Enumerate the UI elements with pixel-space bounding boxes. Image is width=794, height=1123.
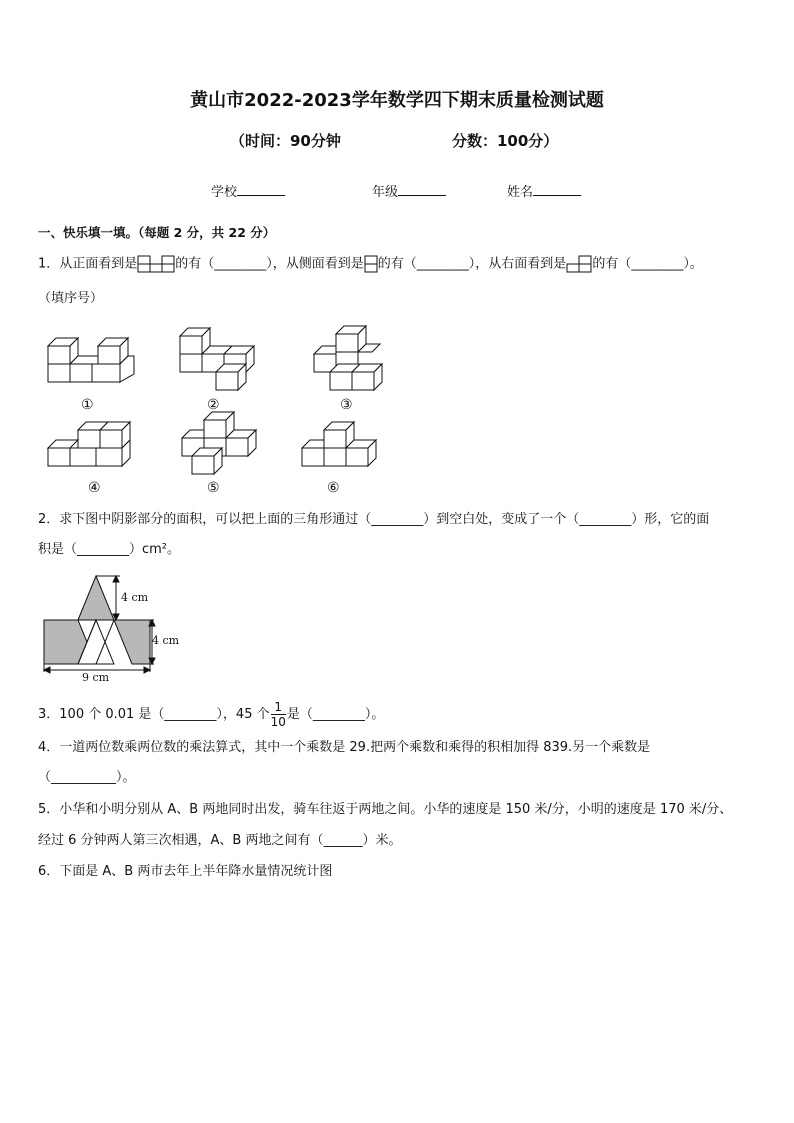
question-6-line-1: 6．下面是 A、B 两市去年上半年降水量情况统计图 <box>38 864 333 879</box>
school-label: 学校 <box>211 185 238 200</box>
grade-field[interactable] <box>372 181 446 200</box>
fraction-numerator: 1 <box>271 700 286 715</box>
q3-text-a: 3．100 个 0.01 是（________），45 个 <box>38 707 270 722</box>
figure-label-4: ④ <box>88 480 101 496</box>
school-field[interactable] <box>211 181 285 200</box>
cube-figure-3 <box>314 326 382 390</box>
grade-blank[interactable] <box>398 183 446 196</box>
school-blank[interactable] <box>237 183 285 196</box>
cube-figure-4 <box>48 422 130 466</box>
page-title: 黄山市2022-2023学年数学四下期末质量检测试题 <box>190 90 604 111</box>
figure-label-6: ⑥ <box>327 480 340 496</box>
right-view-icon <box>566 255 592 273</box>
question-5-line-2: 经过 6 分钟两人第三次相遇，A、B 两地之间有（______）米。 <box>38 833 402 848</box>
question-2-line-2: 积是（________）cm²。 <box>38 542 181 557</box>
fraction-one-tenth <box>271 700 286 729</box>
front-view-icon <box>137 255 175 273</box>
question-4-line-2: （__________）。 <box>38 770 136 785</box>
cube-figure-5 <box>182 412 256 474</box>
question-1 <box>38 255 703 274</box>
figure-label-2: ② <box>207 397 220 413</box>
figure-label-3: ③ <box>340 397 353 413</box>
side-view-icon <box>364 255 378 273</box>
question-2-line-1: 2．求下图中阴影部分的面积，可以把上面的三角形通过（________）到空白处，变成了一个（________）形，它的面 <box>38 512 710 527</box>
cube-figure-2 <box>180 328 254 390</box>
name-field[interactable] <box>507 181 581 200</box>
q1-text-c: 的有（________），从右面看到是 <box>377 256 567 272</box>
question-4-line-1: 4．一道两位数乘两位数的乘法算式，其中一个乘数是 29.把两个乘数和乘得的积相加得 839.另一个乘数是 <box>38 740 651 755</box>
shaded-area-figure <box>40 570 200 682</box>
grade-label: 年级 <box>372 185 399 200</box>
q1-note: （填序号） <box>38 291 104 306</box>
cube-figure-1 <box>48 338 134 382</box>
question-5-line-1: 5．小华和小明分别从 A、B 两地同时出发，骑车往返于两地之间。小华的速度是 150 米/分，小明的速度是 170 米/分、 <box>38 802 733 817</box>
q1-text-b: 的有（________），从侧面看到是 <box>175 256 364 272</box>
dim-bottom-label: 9 cm <box>82 671 110 684</box>
exam-time: （时间：90分钟 <box>230 132 341 150</box>
figure-label-5: ⑤ <box>207 480 220 496</box>
top-triangle <box>78 576 114 620</box>
dim-top-label: 4 cm <box>121 591 149 604</box>
exam-score: 分数：100分） <box>452 132 559 150</box>
q1-text-d: 的有（________）。 <box>592 256 703 272</box>
cube-figure-6 <box>302 422 376 466</box>
dim-side-label: 4 cm <box>152 634 180 647</box>
question-3 <box>38 700 384 729</box>
figure-label-1: ① <box>81 397 94 413</box>
name-label: 姓名 <box>507 185 534 200</box>
name-blank[interactable] <box>533 183 581 196</box>
right-shaded <box>114 620 150 664</box>
section-heading: 一、快乐填一填。（每题 2 分，共 22 分） <box>38 225 276 240</box>
fraction-denominator: 10 <box>270 715 286 729</box>
q3-text-b: 是（________）。 <box>286 707 385 722</box>
q1-text-a: 1．从正面看到是 <box>38 256 138 272</box>
